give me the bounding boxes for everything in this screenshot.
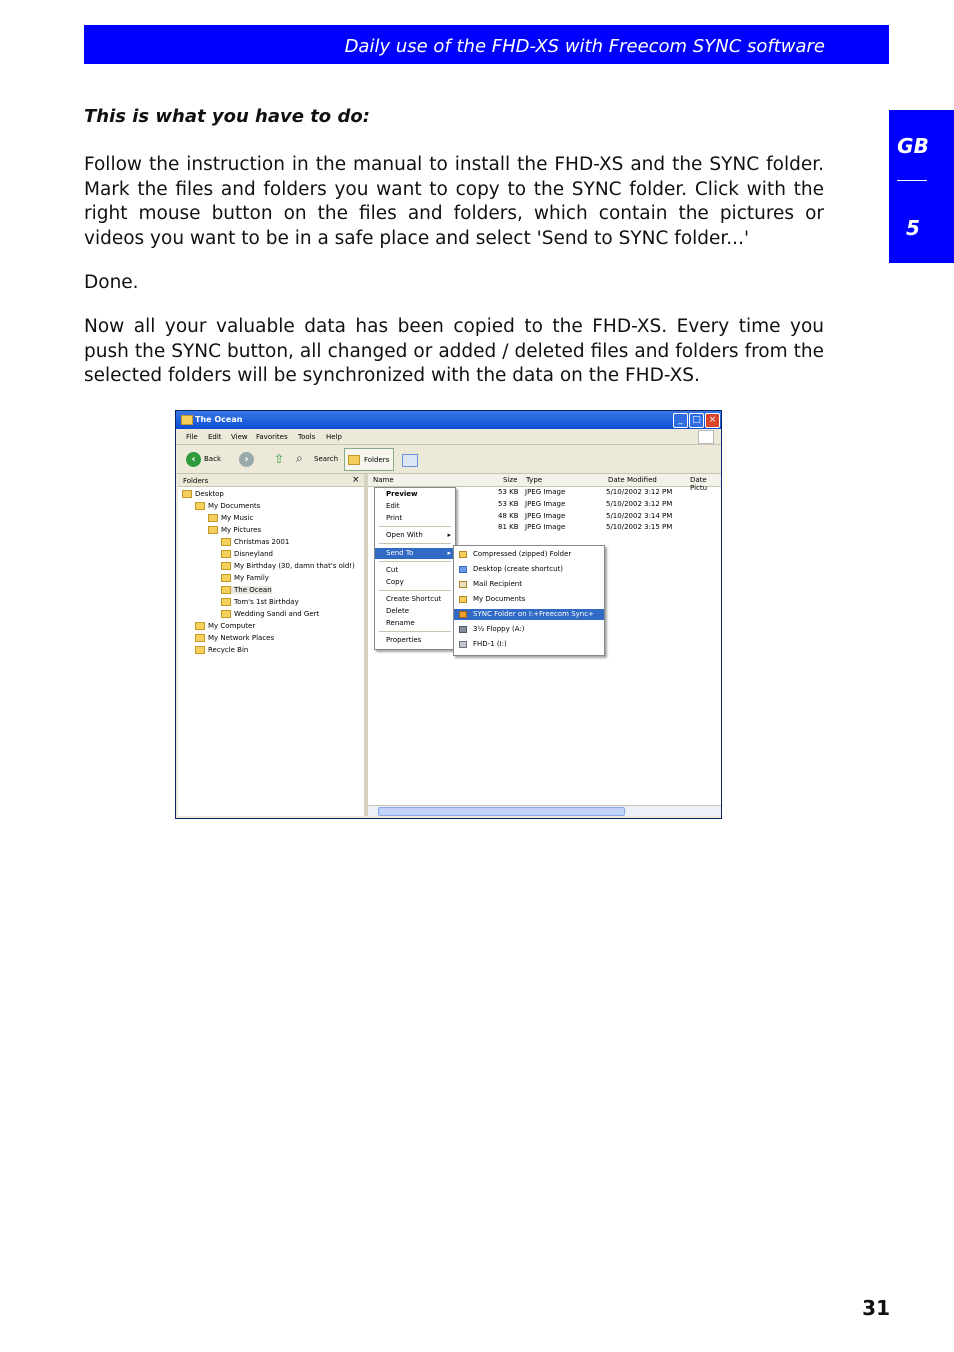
- send-to-submenu: [453, 545, 605, 656]
- send-to-sync-folder[interactable]: SYNC Folder on I:+Freecom Sync+: [454, 609, 604, 620]
- menu-item-open-with[interactable]: Open With ▸: [386, 531, 451, 539]
- tree-item[interactable]: My Family: [221, 574, 269, 582]
- submenu-arrow-icon: ▸: [447, 549, 451, 557]
- column-header: [368, 474, 721, 492]
- menu-separator: [379, 590, 451, 591]
- folders-pane-header: [178, 474, 364, 487]
- mail-icon: [459, 581, 467, 588]
- menu-tools[interactable]: Tools: [298, 433, 316, 441]
- folder-icon: [221, 610, 231, 618]
- pictures-folder-icon: [208, 526, 218, 534]
- menu-separator: [379, 631, 451, 632]
- tree-item[interactable]: Tom's 1st Birthday: [221, 598, 299, 606]
- header-title: Daily use of the FHD-XS with Freecom SYNC software: [344, 36, 825, 57]
- context-menu: [374, 487, 456, 650]
- folders-button-label: Folders: [364, 456, 390, 464]
- menu-separator: [379, 526, 451, 527]
- tree-item[interactable]: My Documents: [195, 502, 260, 510]
- documents-folder-icon: [459, 596, 467, 603]
- recycle-bin-icon: [195, 646, 205, 654]
- folder-icon: [221, 562, 231, 570]
- maximize-icon[interactable]: □: [689, 413, 704, 428]
- menu-item-preview[interactable]: Preview: [386, 490, 418, 498]
- window-titlebar: [176, 411, 721, 429]
- tree-item[interactable]: Wedding Sandi and Gert: [221, 610, 319, 618]
- zip-folder-icon: [459, 551, 467, 558]
- search-icon[interactable]: ⌕: [296, 451, 303, 465]
- tree-item[interactable]: My Music: [208, 514, 253, 522]
- paragraph-instructions: Follow the instruction in the manual to install the FHD-XS and the SYNC folder. Mark the files and folders you want to copy to the SYNC folder. Click with the right mouse button on the files and folders, which contain the pictures or videos you want to be in a safe place and select 'Send to SYNC folder...': [84, 154, 824, 249]
- send-to-mail-recipient[interactable]: Mail Recipient: [454, 579, 604, 590]
- menu-edit[interactable]: Edit: [208, 433, 222, 441]
- column-size[interactable]: Size: [503, 476, 518, 484]
- menu-item-cut[interactable]: Cut: [386, 566, 399, 574]
- sync-folder-icon: [459, 611, 467, 618]
- drive-icon: [459, 641, 467, 648]
- folder-icon: [221, 574, 231, 582]
- chapter-number: 5: [906, 216, 920, 240]
- window-title: The Ocean: [195, 415, 243, 424]
- computer-icon: [195, 622, 205, 630]
- views-icon[interactable]: [402, 454, 418, 467]
- folder-icon: [195, 502, 205, 510]
- folders-pane-title: Folders: [183, 477, 209, 485]
- menu-separator: [379, 561, 451, 562]
- horizontal-scrollbar[interactable]: [368, 805, 721, 816]
- toolbar: [176, 445, 721, 474]
- menu-item-create-shortcut[interactable]: Create Shortcut: [386, 595, 442, 603]
- back-arrow-icon[interactable]: ‹: [186, 452, 201, 467]
- send-to-compressed-folder[interactable]: Compressed (zipped) Folder: [454, 549, 604, 560]
- tree-item[interactable]: Desktop: [182, 490, 224, 498]
- folder-icon: [181, 415, 193, 425]
- tree-item[interactable]: Disneyland: [221, 550, 273, 558]
- desktop-icon: [182, 490, 192, 498]
- folders-icon: [348, 455, 360, 465]
- menu-item-print[interactable]: Print: [386, 514, 403, 522]
- pane-close-icon[interactable]: ×: [352, 475, 360, 485]
- tree-item[interactable]: My Computer: [195, 622, 255, 630]
- music-folder-icon: [208, 514, 218, 522]
- send-to-fhd-drive[interactable]: FHD-1 (I:): [454, 639, 604, 650]
- windows-logo-icon: [698, 430, 714, 444]
- side-tab-divider: [897, 180, 927, 181]
- floppy-icon: [459, 626, 467, 633]
- language-label: GB: [897, 134, 929, 158]
- send-to-desktop[interactable]: Desktop (create shortcut): [454, 564, 604, 575]
- submenu-arrow-icon: ▸: [447, 531, 451, 539]
- tree-item-selected[interactable]: The Ocean: [221, 586, 272, 594]
- menu-item-properties[interactable]: Properties: [386, 636, 422, 644]
- menu-item-send-to[interactable]: Send To ▸: [375, 548, 455, 559]
- paragraph-done: Done.: [84, 272, 139, 293]
- menu-help[interactable]: Help: [326, 433, 342, 441]
- column-name[interactable]: Name: [373, 476, 394, 484]
- section-heading: This is what you have to do:: [84, 106, 370, 127]
- tree-item[interactable]: My Birthday (30, damn that's old!): [221, 562, 355, 570]
- menu-view[interactable]: View: [231, 433, 248, 441]
- folder-icon: [221, 598, 231, 606]
- column-type[interactable]: Type: [526, 476, 543, 484]
- column-date-modified[interactable]: Date Modified: [608, 476, 657, 484]
- minimize-icon[interactable]: _: [673, 413, 688, 428]
- menu-bar: [176, 430, 721, 445]
- scrollbar-thumb[interactable]: [378, 807, 625, 816]
- desktop-icon: [459, 566, 467, 573]
- tree-item[interactable]: My Pictures: [208, 526, 261, 534]
- menu-favorites[interactable]: Favorites: [256, 433, 288, 441]
- tree-item[interactable]: Recycle Bin: [195, 646, 248, 654]
- menu-item-delete[interactable]: Delete: [386, 607, 409, 615]
- tree-item[interactable]: My Network Places: [195, 634, 274, 642]
- header-bar: [84, 25, 889, 64]
- folder-icon: [221, 586, 231, 594]
- explorer-window-screenshot: [175, 410, 722, 819]
- folder-icon: [221, 550, 231, 558]
- network-icon: [195, 634, 205, 642]
- tree-item[interactable]: Christmas 2001: [221, 538, 289, 546]
- column-date-picture[interactable]: Date Pictu: [690, 476, 708, 492]
- back-button-label[interactable]: Back: [204, 455, 221, 463]
- search-button-label[interactable]: Search: [314, 455, 339, 463]
- menu-file[interactable]: File: [186, 433, 198, 441]
- files-pane: Name Size Type Date Modified Date Pictu 53 KB JPEG Image 5/10/2002 3:12 PM 53 KB JPEG Image 5/10/2002 3:12 PM 48 KB JPEG Image 5/10/2002 3:14 PM 81 KB JPEG Image 5/10/2002 3:15 PM: [368, 474, 721, 816]
- folders-pane: [178, 474, 368, 816]
- menu-item-edit[interactable]: Edit: [386, 502, 400, 510]
- folder-icon: [221, 538, 231, 546]
- forward-arrow-icon[interactable]: ›: [239, 452, 254, 467]
- menu-item-rename[interactable]: Rename: [386, 619, 415, 627]
- side-tab: [889, 110, 954, 263]
- page-number: 31: [862, 1296, 890, 1320]
- send-to-my-documents[interactable]: My Documents: [454, 594, 604, 605]
- close-icon[interactable]: ×: [705, 413, 720, 428]
- paragraph-summary: Now all your valuable data has been copied to the FHD-XS. Every time you push the SYNC button, all changed or added / deleted files and folders from the selected folders will be synchronized with the data on the FHD-XS.: [84, 316, 824, 386]
- up-folder-icon[interactable]: ⇧: [274, 452, 285, 466]
- menu-separator: [379, 543, 451, 544]
- send-to-floppy[interactable]: 3½ Floppy (A:): [454, 624, 604, 635]
- menu-item-copy[interactable]: Copy: [386, 578, 404, 586]
